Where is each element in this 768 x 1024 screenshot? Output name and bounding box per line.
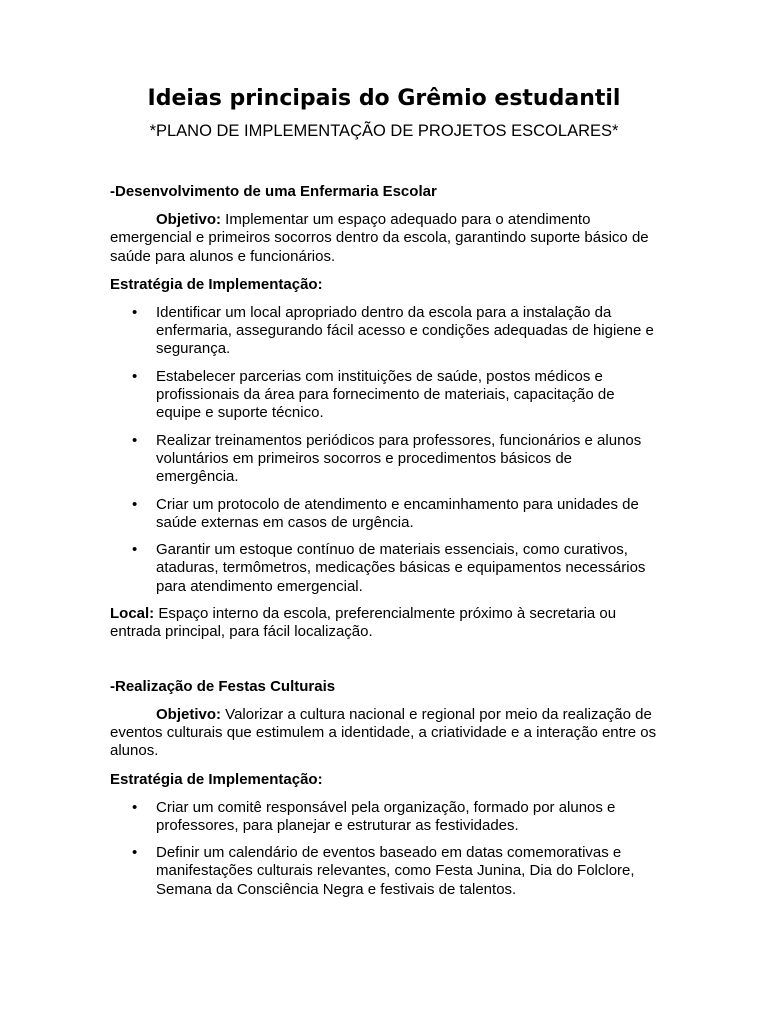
local-text: Espaço interno da escola, preferencialmente próximo à secretaria ou entrada principal, para fácil localização. (110, 605, 617, 641)
objective-label: Objetivo: (156, 211, 222, 228)
list-item-text: Realizar treinamentos periódicos para professores, funcionários e alunos voluntários em primeiros socorros e procedimentos básicos de emergência. (156, 431, 642, 486)
bullet-icon: • (132, 541, 138, 559)
list-item (110, 496, 658, 533)
local-label: Local: (110, 605, 155, 623)
list-item (110, 304, 658, 359)
bullet-icon: • (132, 303, 138, 321)
list-item (110, 844, 658, 899)
list-item-text: Identificar um local apropriado dentro da escola para a instalação da enfermaria, assegurando fácil acesso e condições adequadas de higiene e segurança. (156, 303, 654, 358)
document-page (110, 84, 658, 899)
list-item (110, 541, 658, 596)
strategy-heading: Estratégia de Implementação: (110, 770, 323, 788)
strategy-heading: Estratégia de Implementação: (110, 275, 323, 293)
objective-paragraph (110, 706, 658, 761)
section-heading: -Desenvolvimento de uma Enfermaria Escolar (110, 183, 437, 200)
bullet-icon: • (132, 431, 138, 449)
list-item-text: Estabelecer parcerias com instituições de saúde, postos médicos e profissionais da área para fornecimento de materiais, capacitação de equipe e suporte técnico. (156, 367, 615, 422)
objective-label: Objetivo: (156, 705, 222, 723)
list-item-text: Criar um comitê responsável pela organização, formado por alunos e professores, para planejar e estruturar as festividades. (156, 798, 616, 834)
strategy-list (110, 304, 658, 596)
objective-text: Implementar um espaço adequado para o atendimento emergencial e primeiros socorros dentro da escola, garantindo suporte básico de saúde para alunos e funcionários. (110, 211, 649, 265)
section-heading: -Realização de Festas Culturais (110, 677, 336, 695)
list-item (110, 799, 658, 836)
strategy-list (110, 799, 658, 899)
list-item (110, 368, 658, 423)
bullet-icon: • (132, 367, 138, 385)
bullet-icon: • (132, 798, 138, 816)
list-item-text: Criar um protocolo de atendimento e encaminhamento para unidades de saúde externas em casos de urgência. (156, 495, 639, 531)
objective-text: Valorizar a cultura nacional e regional por meio da realização de eventos culturais que estimulem a identidade, a criatividade e a interação entre os alunos. (110, 705, 657, 760)
local-paragraph (110, 605, 658, 642)
objective-paragraph (110, 211, 658, 266)
bullet-icon: • (132, 844, 138, 862)
document-subtitle: *PLANO DE IMPLEMENTAÇÃO DE PROJETOS ESCOLARES* (149, 122, 619, 140)
section-festas-culturais (110, 678, 658, 899)
bullet-icon: • (132, 495, 138, 513)
list-item-text: Definir um calendário de eventos baseado em datas comemorativas e manifestações culturais relevantes, como Festa Junina, Dia do Folclore, Semana da Consciência Negra e festivais de talentos. (156, 844, 635, 898)
list-item-text: Garantir um estoque contínuo de materiais essenciais, como curativos, ataduras, termômetros, medicações básicas e equipamentos necessários para atendimento emergencial. (156, 541, 646, 595)
list-item (110, 432, 658, 487)
document-title: Ideias principais do Grêmio estudantil (147, 86, 621, 111)
section-enfermaria (110, 183, 658, 642)
